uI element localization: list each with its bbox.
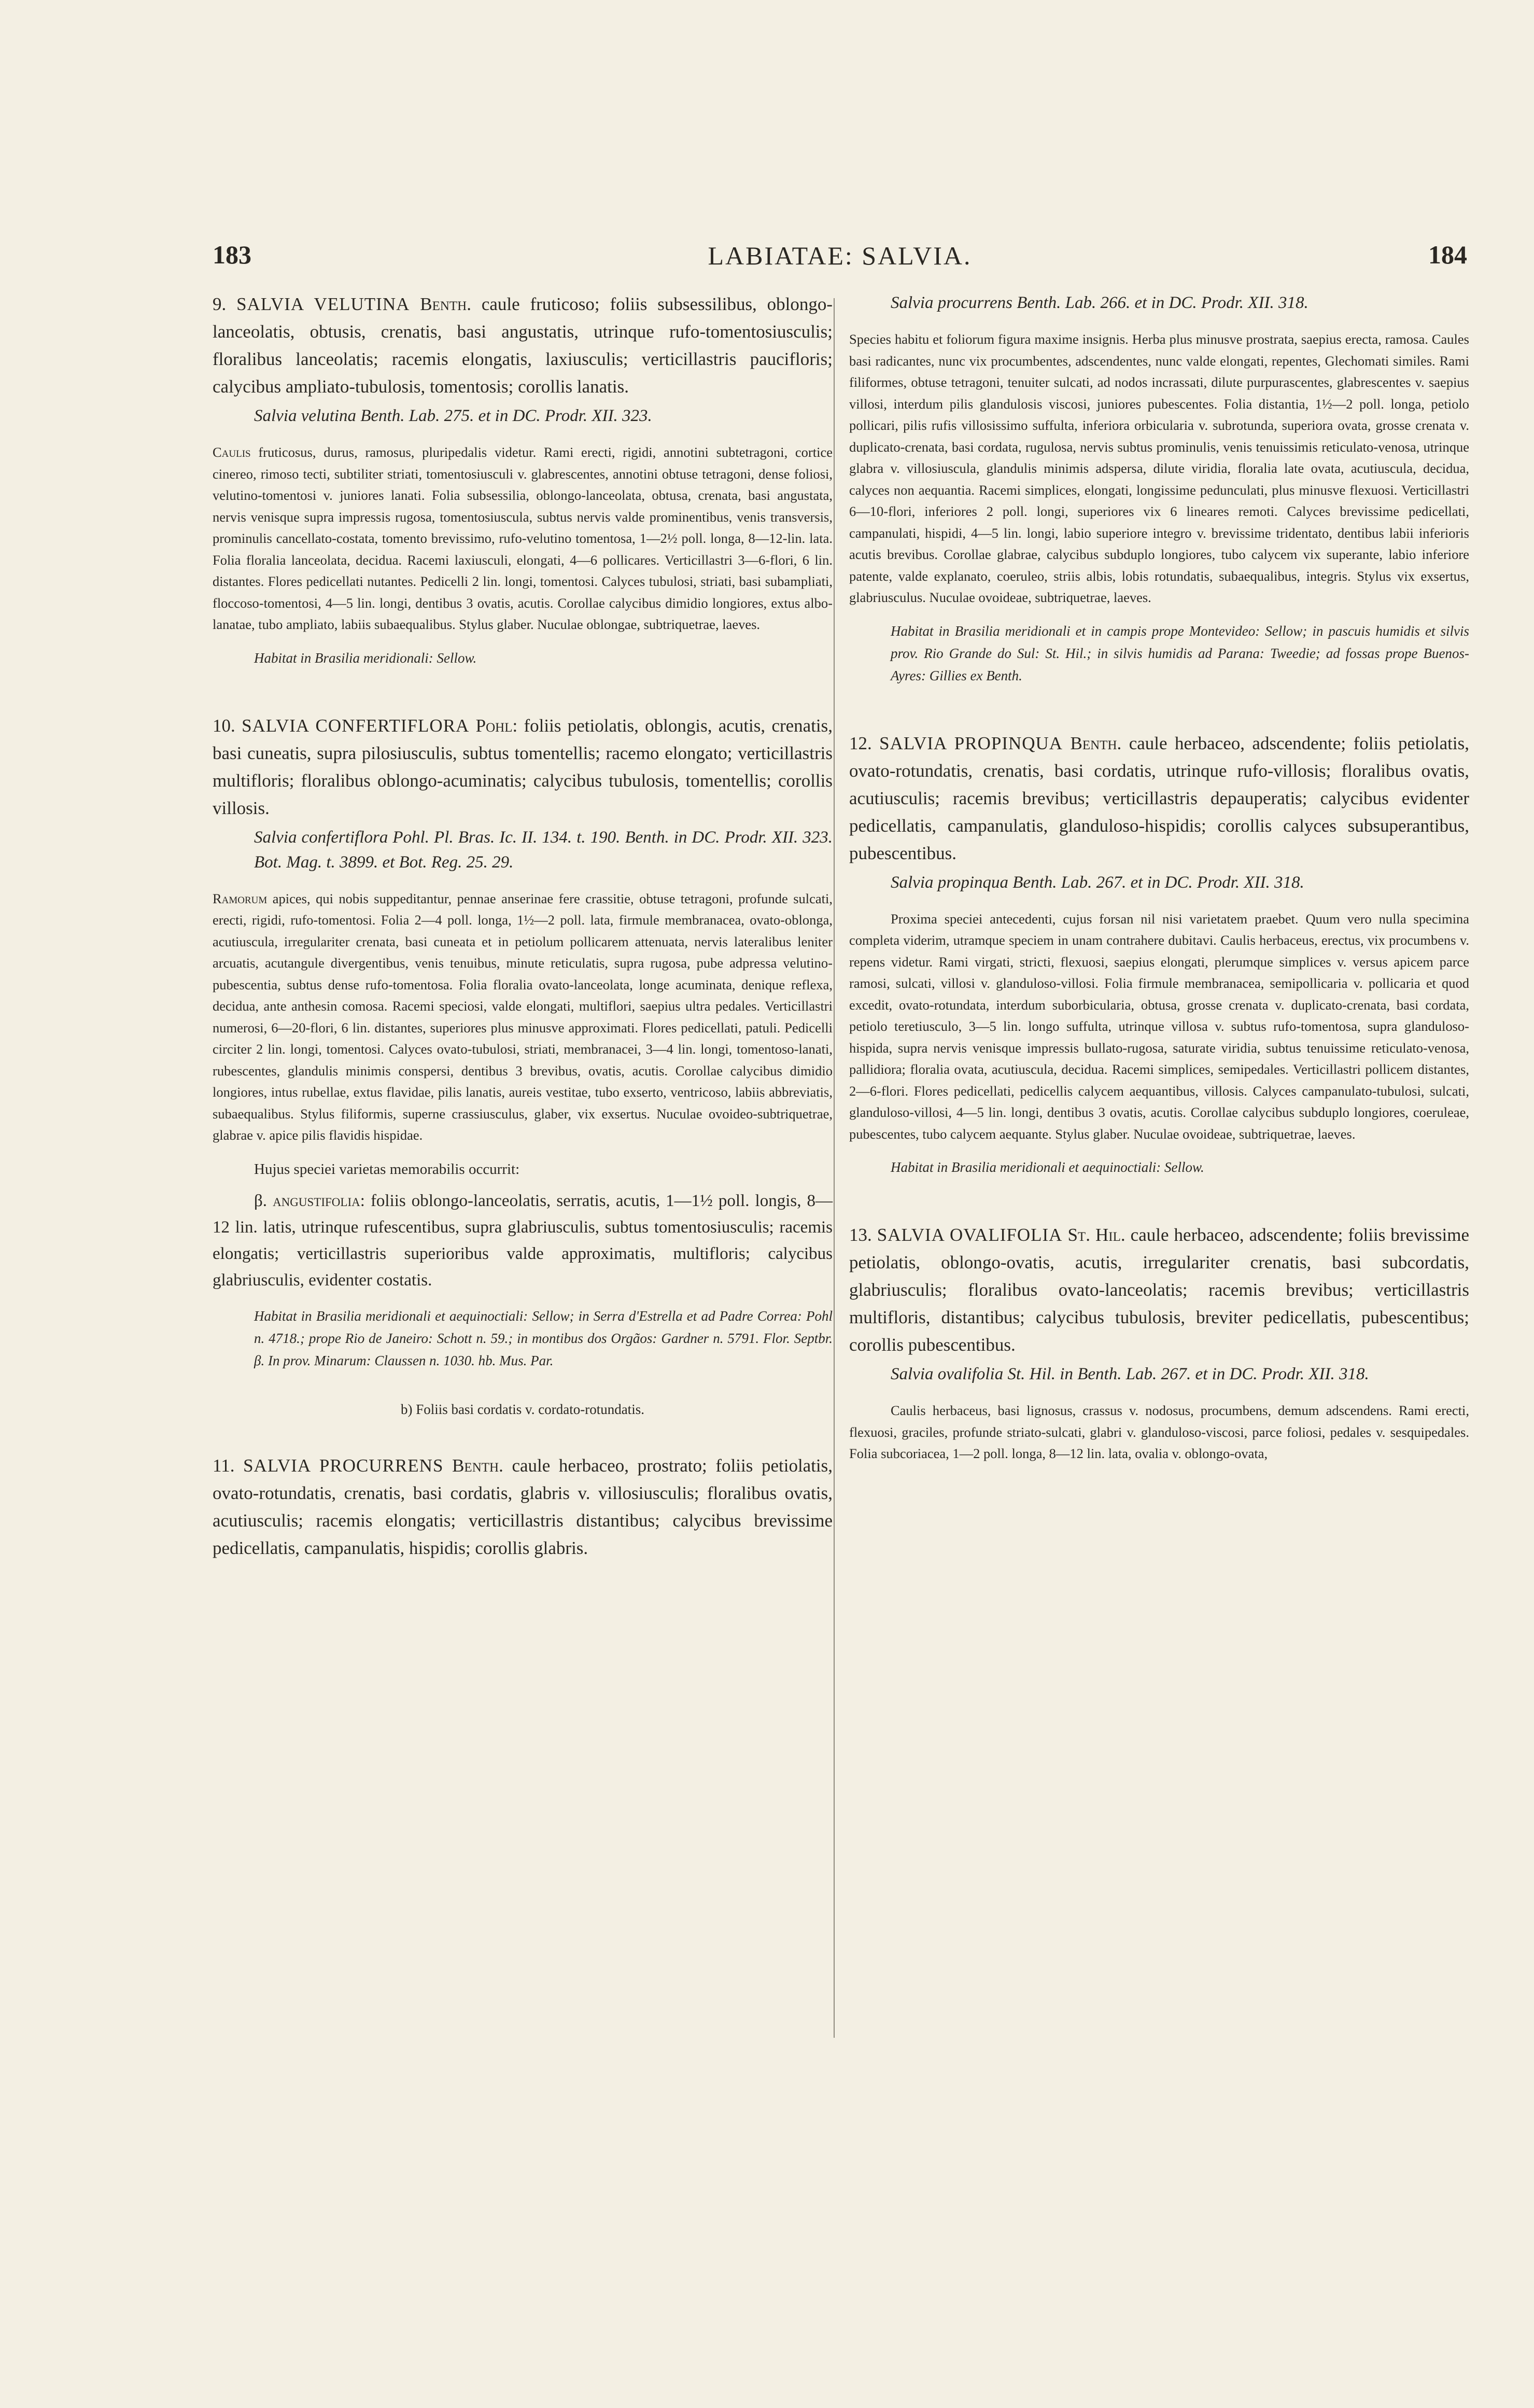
running-head: LABIATAE: SALVIA.	[708, 241, 972, 270]
variety-text: foliis oblongo-lanceolatis, serratis, acutis, 1—1½ poll. longis, 8—12 lin. latis, utrinque rufescentibus, supra glabriusculis, subtus tomentosiusculis; racemis elongatis; verticillastris superioribus valde approximatis, multifloris; calycibus glabriusculis, evidenter costatis.	[213, 1191, 833, 1290]
species-10-habitat: Habitat in Brasilia meridionali et aequinoctiali: Sellow; in Serra d'Estrella et ad Padre Correa: Pohl n. 4718.; prope Rio de Janeiro: Schott n. 59.; in montibus dos Orgãos: Gardner n. 5791. Flor. Septbr. β. In prov. Minarum: Claussen n. 1030. hb. Mus. Par.	[254, 1308, 833, 1368]
species-number: 11.	[213, 1455, 235, 1476]
left-column	[213, 290, 833, 1562]
species-12-citation: Salvia propinqua Benth. Lab. 267. et in DC. Prodr. XII. 318.	[891, 873, 1304, 892]
species-11-description: Species habitu et foliorum figura maxime insignis. Herba plus minusve prostrata, saepius erecta, ramosa. Caules basi radicantes, nunc vix procumbentes, adscendentes, nunc valde elongati, repentes, Glechomati similes. Rami filiformes, obtuse tetragoni, tenuiter sulcati, ad nodos incrassati, dilute purpurascentes, glabrescentes v. saepius villosi, interdum pilis glandulosis viscosi, juniores pubescentes. Folia distantia, 1½—2 poll. longa, petiolo pollicari, pilis rufis villosissimo suffulta, inferiora orbicularia v. subrotunda, superiora ovata, grosse crenata v. duplicato-crenata, basi cordata, rugulosa, nervis subtus prominulis, venis tenuissimis reticulato-venosa, utrinque glabra v. villosiuscula, glandulis minimis adspersa, dilute viridia, floralia late ovata, acutiuscula, decidua, calyces non aequantia. Racemi simplices, elongati, longissime pedunculati, plus minusve flexuosi. Verticillastri 6—10-flori, inferiores 2 poll. longi, superiores vix 6 lineares remoti. Calyces brevissime pedicellati, campanulati, hispidi, 4—5 lin. longi, labio superiore integro v. brevissime tridentato, dentibus labii inferioris acutis brevibus. Corollae glabrae, calycibus subduplo longiores, tubo calycem vix superante, labio inferiore patente, valde explanato, coeruleo, striis albis, lobis rotundatis, subaequalibus, integris. Stylus vix exsertus, glabriusculus. Nuculae ovoideae, subtriquetrae, laeves.	[849, 331, 1469, 605]
species-9-habitat: Habitat in Brasilia meridionali: Sellow.	[254, 650, 477, 666]
page-number-left: 183	[213, 240, 251, 269]
variety-beta	[213, 1188, 833, 1294]
species-name: SALVIA VELUTINA	[236, 294, 410, 314]
species-9-diagnosis	[213, 290, 833, 400]
species-10-description	[213, 888, 833, 1146]
species-author: Pohl:	[475, 715, 518, 736]
species-name: SALVIA CONFERTIFLORA	[242, 715, 470, 736]
species-11-diagnosis	[213, 1452, 833, 1562]
species-author: Benth.	[1070, 733, 1122, 753]
right-column	[849, 290, 1469, 1465]
subsection-heading: b) Foliis basi cordatis v. cordato-rotundatis.	[401, 1401, 644, 1417]
species-13-description: Caulis herbaceus, basi lignosus, crassus v. nodosus, procumbens, demum adscendens. Rami erecti, flexuosi, graciles, profunde striato-sulcati, glabri v. glanduloso-viscosi, parce foliosi, pedales v. sesquipedales. Folia subcoriacea, 1—2 poll. longa, 8—12 lin. lata, ovalia v. oblongo-ovata,	[849, 1403, 1469, 1461]
description-text: apices, qui nobis suppeditantur, pennae anserinae fere crassitie, obtuse tetragoni, profunde sulcati, erecti, rigidi, rufo-tomentosi. Folia 2—4 poll. longa, 1½—2 poll. lata, firmule membranacea, ovato-oblonga, acutiuscula, irregulariter crenata, basi cuneata et in petiolum pollicarem attenuata, nervis lateralibus leniter arcuatis, acutangule divergentibus, venis tenuibus, minute reticulatis, supra rugosa, pube adpressa velutino-pubescentia, subtus dense rufo-tomentosa. Folia floralia ovato-lanceolata, longe acuminata, denique reflexa, decidua, ante anthesin comosa. Racemi speciosi, valde elongati, multiflori, saepius ultra pedales. Verticillastri numerosi, 6—20-flori, 6 lin. distantes, superiores plus minusve approximati. Flores pedicellati, patuli. Pedicelli circiter 2 lin. longi, tomentosi. Calyces ovato-tubulosi, striati, membranacei, 3—4 lin. longi, tomentoso-lanati, rubescentes, glandulis minimis conspersi, dentibus 3 brevibus, ovatis, acutis. Corollae calycibus dimidio longiores, intus rubellae, extus flavidae, pilis lanatis, aureis vestitae, tubo exserto, ventricoso, labiis abbreviatis, subaequalibus. Stylus filiformis, superne crassiusculus, glaber, vix exsertus. Nuculae ovoideo-subtriquetrae, glabrae v. apice pilis flavidis hispidae.	[213, 890, 833, 1143]
species-author: Benth.	[420, 294, 471, 314]
page-number-right: 184	[1428, 240, 1467, 269]
page-header	[213, 240, 1467, 276]
diagnosis-text: caule herbaceo, prostrato; foliis petiolatis, ovato-rotundatis, crenatis, basi cordatis, glabris v. villosiusculis; floralibus ovatis, acutiusculis; racemis elongatis; verticillastris distantibus; calycibus brevissime pedicellatis, campanulatis, hispidis; corollis glabris.	[213, 1455, 833, 1558]
species-author: St. Hil.	[1067, 1225, 1125, 1245]
species-9-description	[213, 442, 833, 636]
species-author: Benth.	[452, 1455, 503, 1476]
species-12-diagnosis	[849, 730, 1469, 867]
species-number: 13.	[849, 1225, 872, 1245]
variety-mark: β.	[254, 1191, 268, 1210]
species-12-habitat: Habitat in Brasilia meridionali et aequinoctiali: Sellow.	[891, 1159, 1204, 1175]
species-9-citation: Salvia velutina Benth. Lab. 275. et in DC. Prodr. XII. 323.	[254, 407, 652, 425]
species-10-citation: Salvia confertiflora Pohl. Pl. Bras. Ic. II. 134. t. 190. Benth. in DC. Prodr. XII. 323. Bot. Mag. t. 3899. et Bot. Reg. 25. 29.	[254, 828, 833, 872]
diagnosis-text: caule fruticoso; foliis subsessilibus, oblongo-lanceolatis, obtusis, crenatis, basi angustatis, utrinque rufo-tomentosiusculis; floralibus lanceolatis; racemis elongatis, laxiusculis; verticillastris paucifloris; calycibus ampliato-tubulosis, tomentosis; corollis lanatis.	[213, 294, 833, 397]
species-number: 9.	[213, 294, 227, 314]
species-13-citation: Salvia ovalifolia St. Hil. in Benth. Lab. 267. et in DC. Prodr. XII. 318.	[891, 1365, 1369, 1383]
description-lead: Ramorum	[213, 890, 268, 906]
description-text: fruticosus, durus, ramosus, pluripedalis videtur. Rami erecti, rigidi, annotini subtetragoni, cortice cinereo, rimoso tecti, subtiliter striati, tomentosiusculi v. glabrescentes, annotini obtuse tetragoni, dense foliosi, velutino-tomentosi v. juniores lanati. Folia subsessilia, oblongo-lanceolata, obtusa, crenata, basi angustata, nervis venisque supra impressis rugosa, tomentosiuscula, subtus nervis valde prominentibus, venis transversis, prominulis cancellato-costata, tomento brevissimo, rufo-velutino tomentosa, 1—2½ poll. longa, 8—12-lin. lata. Folia floralia lanceolata, decidua. Racemi laxiusculi, elongati, 4—6 pollicares. Verticillastri 3—6-flori, 6 lin. distantes. Flores pedicellati nutantes. Pedicelli 2 lin. longi, tomentosi. Calyces tubulosi, striati, basi subampliati, floccoso-tomentosi, 4—5 lin. longi, dentibus 3 ovatis, acutis. Corollae calycibus dimidio longiores, extus albo-lanatae, tubo ampliato, labiis subaequalibus. Stylus glaber. Nuculae oblongae, subtriquetrae, laeves.	[213, 444, 833, 632]
species-number: 10.	[213, 715, 235, 736]
species-11-citation: Salvia procurrens Benth. Lab. 266. et in DC. Prodr. XII. 318.	[891, 293, 1308, 312]
species-10-diagnosis	[213, 712, 833, 822]
diagnosis-text: caule herbaceo, adscendente; foliis petiolatis, ovato-rotundatis, crenatis, basi cordatis, utrinque rufo-villosis; floralibus ovatis, acutiusculis; racemis brevibus; verticillastris depauperatis; calycibus evidenter pedicellatis, campanulatis, glanduloso-hispidis; corollis calyces subsuperantibus, pubescentibus.	[849, 733, 1469, 863]
species-name: SALVIA PROPINQUA	[879, 733, 1063, 753]
species-name: SALVIA PROCURRENS	[243, 1455, 444, 1476]
variety-name: angustifolia:	[273, 1191, 365, 1210]
description-lead: Caulis	[213, 444, 251, 460]
species-13-diagnosis	[849, 1221, 1469, 1359]
species-number: 12.	[849, 733, 872, 753]
column-divider	[834, 298, 835, 2038]
variety-intro: Hujus speciei varietas memorabilis occurrit:	[254, 1160, 520, 1178]
species-11-habitat: Habitat in Brasilia meridionali et in campis prope Montevideo: Sellow; in pascuis humidis et silvis prov. Rio Grande do Sul: St. Hil.; in silvis humidis ad Parana: Tweedie; ad fossas prope Buenos-Ayres: Gillies ex Benth.	[891, 623, 1469, 683]
species-name: SALVIA OVALIFOLIA	[877, 1225, 1063, 1245]
species-12-description: Proxima speciei antecedenti, cujus forsan nil nisi varietatem praebet. Quum vero nulla specimina completa viderim, utramque speciem in unam contrahere dubitavi. Caulis herbaceus, erectus, vix procumbens v. repens videtur. Rami virgati, stricti, flexuosi, saepius elongati, plerumque simplices v. versus apicem parce ramosi, sulcati, villosi v. glanduloso-villosi. Folia firmule membranacea, semipollicaria v. pollicaria et quod excedit, ovato-rotundata, interdum suborbicularia, obtusa, grosse crenata v. duplicato-crenata, basi cordata, petiolo teretiusculo, 3—5 lin. longo suffulta, utrinque villosa v. subtus rufo-tomentosa, supra glanduloso-hispida, supra nervis venisque impressis bullato-rugosa, saturate viridia, subtus tenuissime reticulato-venosa, pallidiora; floralia ovata, acutiuscula, decidua. Racemi simplices, semipedales. Verticillastri pollicem distantes, 2—6-flori. Flores pedicellati, pedicellis calycem aequantibus, villosis. Calyces campanulato-tubulosi, sulcati, glanduloso-villosi, 4—5 lin. longi, dentibus 3 ovatis, acutis. Corollae calycibus subduplo longiores, coeruleae, pubescentes, tubo calycem aequante. Stylus glaber. Nuculae ovoideae, subtriquetrae, laeves.	[849, 911, 1469, 1142]
diagnosis-text: foliis petiolatis, oblongis, acutis, crenatis, basi cuneatis, supra pilosiusculis, subtus tomentellis; racemo elongato; verticillastris multifloris; floralibus oblongo-acuminatis; calycibus tubulosis, tomentellis; corollis villosis.	[213, 715, 833, 818]
diagnosis-text: caule herbaceo, adscendente; foliis brevissime petiolatis, oblongo-ovatis, acutis, irregulariter crenatis, basi subcordatis, glabriusculis; floralibus ovato-lanceolatis; racemis brevibus; verticillastris multifloris, distantibus; calycibus tubulosis, breviter pedicellatis, pubescentibus; corollis pubescentibus.	[849, 1225, 1470, 1355]
